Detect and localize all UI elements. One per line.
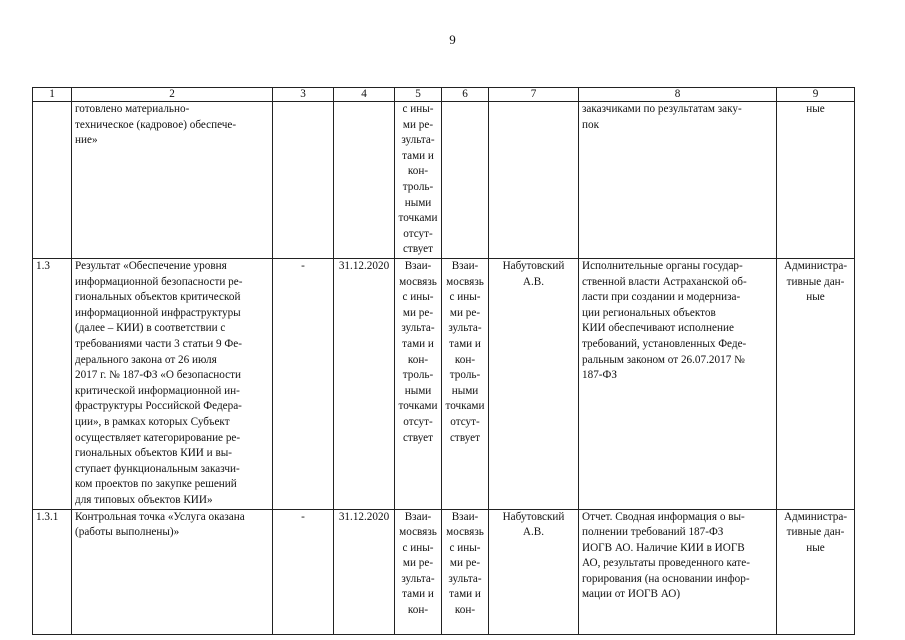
- row-col5: Взаи- мосвязь с ины- ми ре- зульта- тами и кон- троль- ными точками отсут- ствует: [395, 259, 442, 510]
- table-row: [33, 102, 855, 259]
- table-row: [33, 259, 855, 510]
- table-header-row: [33, 88, 855, 102]
- row-date: 31.12.2020: [334, 259, 395, 510]
- row-number: [33, 102, 72, 259]
- row-date: 31.12.2020: [334, 509, 395, 634]
- column-header: 1: [33, 88, 72, 102]
- row-source: Администра- тивные дан- ные: [777, 259, 855, 510]
- row-details: Исполнительные органы государ- ственной власти Астраханской об- ласти при создании и модерниза- ции региональных объектов КИИ обеспечивают исполнение требований, установленных Феде- ральным законом от 26.07.2017 № 187-ФЗ: [579, 259, 777, 510]
- column-header: 7: [489, 88, 579, 102]
- row-source: ные: [777, 102, 855, 259]
- column-header: 2: [72, 88, 273, 102]
- row-col5: с ины- ми ре- зульта- тами и кон- троль- ными точками отсут- ствует: [395, 102, 442, 259]
- row-date: [334, 102, 395, 259]
- column-header: 4: [334, 88, 395, 102]
- row-number: 1.3: [33, 259, 72, 510]
- table-row: [33, 509, 855, 634]
- row-details: Отчет. Сводная информация о вы- полнении требований 187-ФЗ ИОГВ АО. Наличие КИИ в ИОГВ АО, результаты проведенного кате- горирования (на основании инфор- мации от ИОГВ АО): [579, 509, 777, 634]
- column-header: 3: [273, 88, 334, 102]
- row-col6: Взаи- мосвязь с ины- ми ре- зульта- тами и кон-: [442, 509, 489, 634]
- row-col6: [442, 102, 489, 259]
- row-responsible: Набутовский А.В.: [489, 259, 579, 510]
- plan-table: [32, 87, 855, 635]
- column-header: 5: [395, 88, 442, 102]
- row-number: 1.3.1: [33, 509, 72, 634]
- row-description: готовлено материально- техническое (кадровое) обеспече- ние»: [72, 102, 273, 259]
- column-header: 6: [442, 88, 489, 102]
- page-number: 9: [449, 32, 456, 47]
- row-col5: Взаи- мосвязь с ины- ми ре- зульта- тами и кон-: [395, 509, 442, 634]
- row-description: Результат «Обеспечение уровня информационной безопасности ре- гиональных объектов критической информационной инфраструктуры (далее – КИИ) в соответствии с требованиями части 3 статьи 9 Фе- дерального закона от 26 июля 2017 г. № 187-ФЗ «О безопасности критической информационной ин- фраструктуры Российской Федера- ции», в рамках которых Субъект осуществляет категорирование ре- гиональных объектов КИИ и вы- ступает функциональным заказчи- ком проектов по закупке решений для типовых объектов КИИ»: [72, 259, 273, 510]
- row-responsible: Набутовский А.В.: [489, 509, 579, 634]
- row-description: Контрольная точка «Услуга оказана (работы выполнены)»: [72, 509, 273, 634]
- row-source: Администра- тивные дан- ные: [777, 509, 855, 634]
- row-responsible: [489, 102, 579, 259]
- row-col6: Взаи- мосвязь с ины- ми ре- зульта- тами и кон- троль- ными точками отсут- ствует: [442, 259, 489, 510]
- row-col3: -: [273, 259, 334, 510]
- row-details: заказчиками по результатам заку- пок: [579, 102, 777, 259]
- column-header: 9: [777, 88, 855, 102]
- column-header: 8: [579, 88, 777, 102]
- row-col3: [273, 102, 334, 259]
- row-col3: -: [273, 509, 334, 634]
